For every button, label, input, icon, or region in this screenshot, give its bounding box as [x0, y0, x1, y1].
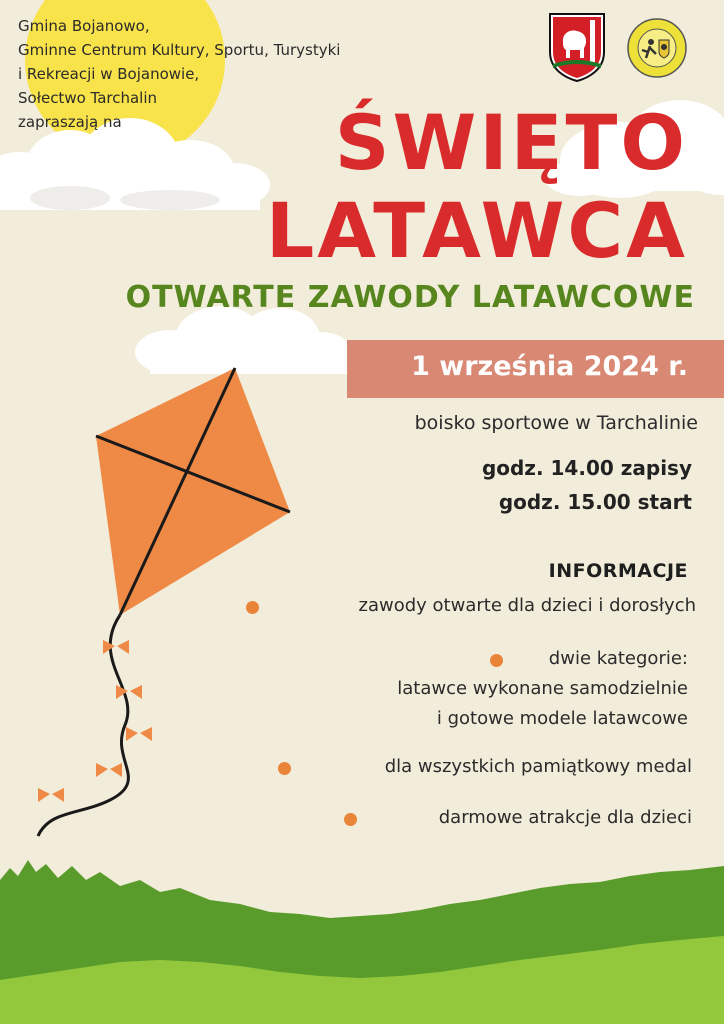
- bullet-dot: [278, 762, 291, 775]
- info-item-categories-detail: latawce wykonane samodzielnie: [397, 678, 688, 699]
- info-heading: INFORMACJE: [548, 560, 688, 582]
- event-date: 1 września 2024 r.: [411, 351, 688, 382]
- kite-body: [96, 368, 290, 615]
- gmina-coat-of-arms-icon: [548, 12, 606, 82]
- bullet-dot: [344, 813, 357, 826]
- invite-line: zapraszają na: [18, 113, 122, 131]
- event-venue: boisko sportowe w Tarchalinie: [414, 412, 698, 434]
- info-item-categories: dwie kategorie:: [548, 648, 688, 669]
- registration-time: godz. 14.00 zapisy: [481, 456, 692, 480]
- organizer-line: i Rekreacji w Bojanowie,: [18, 65, 200, 83]
- organizer-line: Gmina Bojanowo,: [18, 17, 150, 35]
- organizer-line: Sołectwo Tarchalin: [18, 89, 158, 107]
- info-item-medal: dla wszystkich pamiątkowy medal: [384, 756, 692, 777]
- info-item-attractions: darmowe atrakcje dla dzieci: [438, 807, 692, 828]
- event-title-line1: ŚWIĘTO: [334, 98, 688, 187]
- kite-tail-bows: [38, 640, 152, 802]
- event-title-line2: LATAWCA: [265, 186, 688, 275]
- info-item-open-competition: zawody otwarte dla dzieci i dorosłych: [358, 595, 696, 616]
- start-time: godz. 15.00 start: [498, 490, 692, 514]
- organizer-line: Gminne Centrum Kultury, Sportu, Turystyki: [18, 41, 341, 59]
- kite-illustration: [30, 360, 300, 840]
- event-subtitle: OTWARTE ZAWODY LATAWCOWE: [125, 280, 695, 315]
- bullet-dot: [490, 654, 503, 667]
- info-item-categories-detail: i gotowe modele latawcowe: [436, 708, 688, 729]
- bullet-dot: [246, 601, 259, 614]
- kite-tail: [38, 615, 128, 836]
- gckst-emblem-icon: [626, 14, 688, 82]
